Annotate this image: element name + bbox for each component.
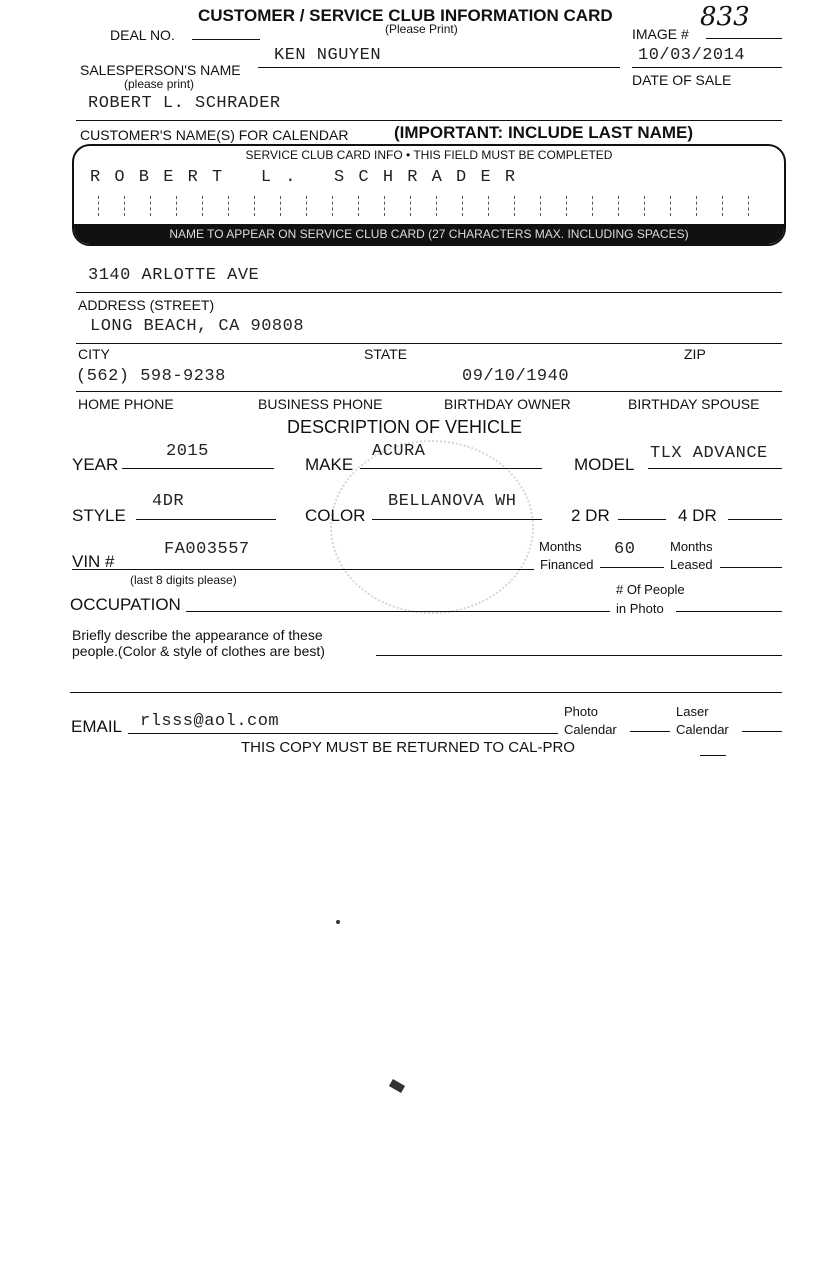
vin-label: VIN # <box>72 552 115 571</box>
faint-seal-watermark <box>330 440 534 614</box>
months-financed-line <box>600 567 664 568</box>
char-box-tick <box>566 196 567 216</box>
form-title: CUSTOMER / SERVICE CLUB INFORMATION CARD <box>198 6 613 25</box>
people-in-photo-label-2: in Photo <box>616 601 664 616</box>
city-line <box>76 343 782 344</box>
char-box-tick <box>124 196 125 216</box>
char-box-tick <box>436 196 437 216</box>
color-value[interactable]: BELLANOVA WH <box>388 492 517 511</box>
describe-line-1[interactable] <box>376 655 782 656</box>
date-line <box>632 67 782 68</box>
zip-label: ZIP <box>684 346 706 362</box>
street-label: ADDRESS (STREET) <box>78 297 215 313</box>
two-door-line[interactable] <box>618 519 666 520</box>
style-line <box>136 519 276 520</box>
city-value[interactable]: LONG BEACH, CA 90808 <box>90 317 305 336</box>
char-box-tick <box>410 196 411 216</box>
char-box-tick <box>670 196 671 216</box>
business-phone-label: BUSINESS PHONE <box>258 396 383 412</box>
photo-calendar-line[interactable] <box>630 731 670 732</box>
months-leased-line[interactable] <box>720 567 782 568</box>
months-financed-value[interactable]: 60 <box>614 540 636 559</box>
people-in-photo-label-1: # Of People <box>616 582 685 597</box>
vin-note: (last 8 digits please) <box>130 573 237 587</box>
laser-calendar-label-1: Laser <box>676 704 709 719</box>
make-value[interactable]: ACURA <box>372 442 426 461</box>
email-line <box>128 733 558 734</box>
salesperson-line <box>258 67 620 68</box>
salesperson-value[interactable]: KEN NGUYEN <box>274 46 382 65</box>
char-box-tick <box>228 196 229 216</box>
char-box-tick <box>280 196 281 216</box>
vin-value[interactable]: FA003557 <box>164 540 250 559</box>
occupation-label: OCCUPATION <box>70 595 181 614</box>
year-value[interactable]: 2015 <box>166 442 209 461</box>
describe-label-1: Briefly describe the appearance of these <box>72 627 323 643</box>
four-door-label: 4 DR <box>678 506 717 525</box>
model-line <box>648 468 782 469</box>
year-line <box>122 468 274 469</box>
char-box-tick <box>540 196 541 216</box>
char-box-tick <box>358 196 359 216</box>
email-label: EMAIL <box>71 717 123 736</box>
char-box-tick <box>98 196 99 216</box>
months-financed-label-2: Financed <box>540 557 594 572</box>
home-phone-label: HOME PHONE <box>78 396 174 412</box>
laser-calendar-label-2: Calendar <box>676 722 729 737</box>
customer-name-value[interactable]: ROBERT L. SCHRADER <box>88 94 281 113</box>
scan-speck <box>336 920 340 924</box>
char-box-tick <box>202 196 203 216</box>
deal-number-line[interactable] <box>192 39 260 40</box>
service-card-name[interactable]: R O B E R T L . S C H R A D E R <box>90 168 518 187</box>
footer-small-line <box>700 755 726 756</box>
scan-speck <box>389 1079 405 1093</box>
color-label: COLOR <box>305 506 366 525</box>
image-number-value[interactable]: 833 <box>700 2 750 32</box>
photo-calendar-label-1: Photo <box>564 704 598 719</box>
make-line <box>360 468 542 469</box>
city-label: CITY <box>78 346 110 362</box>
phone-line <box>76 391 782 392</box>
customer-name-label: CUSTOMER'S NAME(S) FOR CALENDAR <box>80 127 349 143</box>
salesperson-label: SALESPERSON'S NAME <box>80 62 241 78</box>
months-leased-label-1: Months <box>670 539 713 554</box>
service-card-header: SERVICE CLUB CARD INFO • THIS FIELD MUST BE COMPLETED <box>245 148 613 162</box>
char-box-tick <box>488 196 489 216</box>
char-box-tick <box>332 196 333 216</box>
customer-name-line <box>76 120 782 121</box>
months-leased-label-2: Leased <box>670 557 713 572</box>
state-label: STATE <box>364 346 408 362</box>
style-label: STYLE <box>72 506 126 525</box>
months-financed-label-1: Months <box>539 539 582 554</box>
salesperson-sublabel: (please print) <box>124 77 195 91</box>
char-box-tick <box>462 196 463 216</box>
year-label: YEAR <box>72 455 119 474</box>
char-box-tick <box>644 196 645 216</box>
birthday-spouse-label: BIRTHDAY SPOUSE <box>628 396 760 412</box>
char-box-tick <box>306 196 307 216</box>
laser-calendar-line[interactable] <box>742 731 782 732</box>
char-box-tick <box>150 196 151 216</box>
service-card-footer: NAME TO APPEAR ON SERVICE CLUB CARD (27 CHARACTERS MAX. INCLUDING SPACES) <box>74 224 784 244</box>
char-box-tick <box>254 196 255 216</box>
make-label: MAKE <box>305 455 354 474</box>
vehicle-section-title: DESCRIPTION OF VEHICLE <box>287 417 523 437</box>
date-of-sale-label: DATE OF SALE <box>632 72 732 88</box>
char-box-tick <box>176 196 177 216</box>
char-box-tick <box>384 196 385 216</box>
email-value[interactable]: rlsss@aol.com <box>140 712 280 731</box>
please-print-note: (Please Print) <box>385 22 458 36</box>
char-box-tick <box>618 196 619 216</box>
describe-label-2: people.(Color & style of clothes are best) <box>72 643 325 659</box>
service-club-card-box <box>72 144 786 246</box>
photo-calendar-label-2: Calendar <box>564 722 617 737</box>
two-door-label: 2 DR <box>571 506 610 525</box>
birthday-owner-label: BIRTHDAY OWNER <box>444 396 571 412</box>
occupation-line[interactable] <box>186 611 610 612</box>
home-phone-value[interactable]: (562) 598-9238 <box>76 367 226 386</box>
street-line <box>76 292 782 293</box>
char-box-tick <box>592 196 593 216</box>
four-door-line[interactable] <box>728 519 782 520</box>
street-value[interactable]: 3140 ARLOTTE AVE <box>88 266 260 285</box>
date-of-sale-value[interactable]: 10/03/2014 <box>638 46 746 65</box>
deal-number-label: DEAL NO. <box>110 27 175 43</box>
return-note: THIS COPY MUST BE RETURNED TO CAL-PRO <box>241 739 575 756</box>
color-line <box>372 519 542 520</box>
image-number-label: IMAGE # <box>632 26 689 42</box>
vin-line <box>72 569 534 570</box>
image-number-line <box>706 38 782 39</box>
model-label: MODEL <box>574 455 635 474</box>
char-box-tick <box>696 196 697 216</box>
model-value[interactable]: TLX ADVANCE <box>650 444 768 463</box>
style-value[interactable]: 4DR <box>152 492 185 511</box>
people-in-photo-line[interactable] <box>676 611 782 612</box>
char-box-tick <box>722 196 723 216</box>
char-box-tick <box>748 196 749 216</box>
birthday-owner-value[interactable]: 09/10/1940 <box>462 367 570 386</box>
important-note: (IMPORTANT: INCLUDE LAST NAME) <box>394 123 694 142</box>
describe-line-2[interactable] <box>70 692 782 693</box>
char-box-tick <box>514 196 515 216</box>
